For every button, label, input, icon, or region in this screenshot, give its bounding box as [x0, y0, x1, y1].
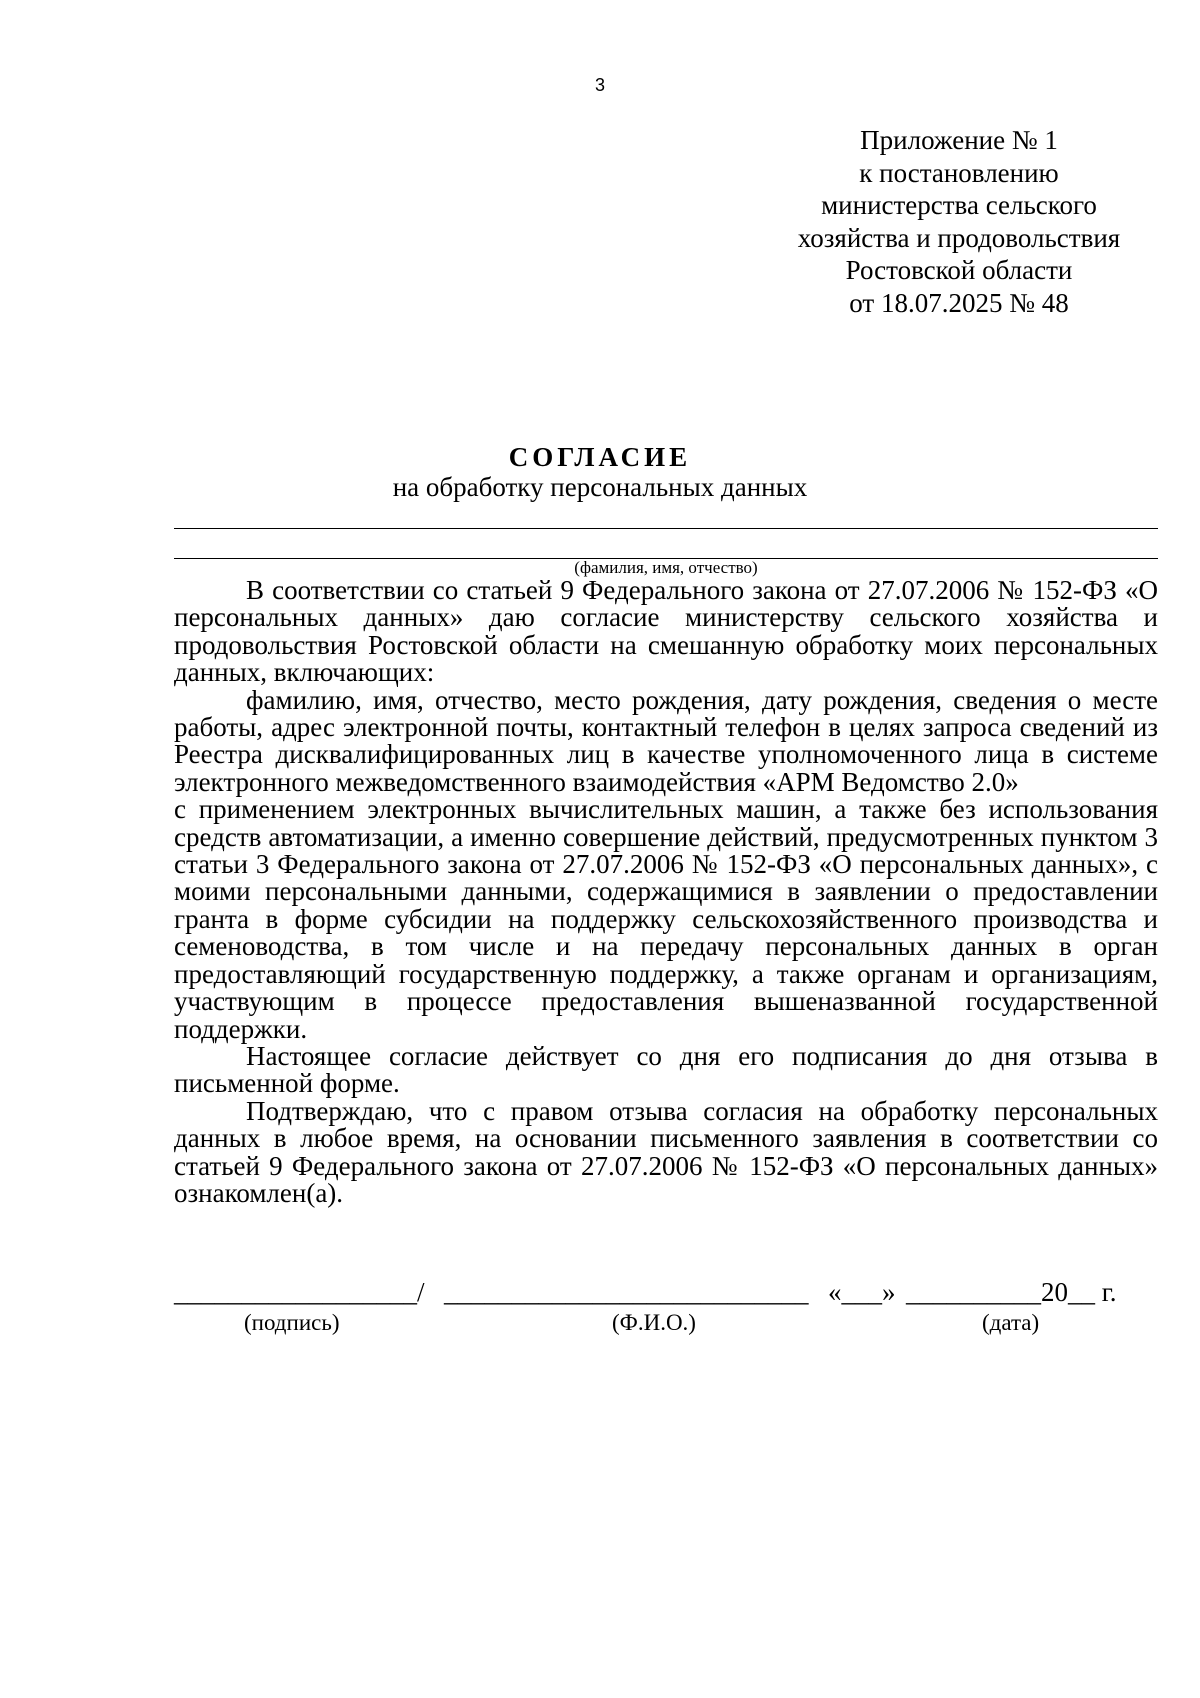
signature-line: __________________/ — [174, 1277, 425, 1307]
label-signature: (подпись) — [244, 1310, 340, 1335]
date-day-field: «___» — [828, 1277, 896, 1307]
appendix-line: Приложение № 1 — [860, 125, 1058, 155]
label-fio: (Ф.И.О.) — [612, 1310, 696, 1335]
document-title: СОГЛАСИЕ — [508, 442, 692, 472]
paragraph: Подтверждаю, что с правом отзыва согласия на обработку персональных данных в любое время, на основании письменного заявления в соответствии со статьей 9 Федерального закона от 27.07.2006 № 152-ФЗ «О персональных данных» ознакомлен(а). — [174, 1095, 1158, 1208]
appendix-line: министерства сельского — [821, 190, 1097, 220]
fio-line-1 — [174, 528, 1158, 529]
paragraph: В соответствии со статьей 9 Федерального закона от 27.07.2006 № 152-ФЗ «О персональных данных» даю согласие министерству сельского хозяйства и продовольствия Ростовской области на смешанную обработку моих персональных данных, включающих: — [174, 575, 1158, 688]
paragraph: Настоящее согласие действует со дня его подписания до дня отзыва в письменной форме. — [174, 1040, 1158, 1099]
appendix-block — [760, 124, 1158, 319]
appendix-line: от 18.07.2025 № 48 — [849, 287, 1069, 318]
document-subtitle: на обработку персональных данных — [392, 472, 808, 502]
label-date: (дата) — [982, 1310, 1040, 1335]
appendix-line: Ростовской области — [845, 255, 1073, 285]
fio-signature-line: ___________________________ — [444, 1277, 809, 1307]
paragraph: фамилию, имя, отчество, место рождения, дату рождения, сведения о месте работы, адрес электронной почты, контактный телефон в целях запроса сведений из Реестра дисквалифицированных лиц в качестве уполномоченного лица в системе электронного межведомственного взаимодействия «АРМ Ведомство 2.0» — [174, 684, 1158, 797]
date-month-year-field: __________20__ г. — [906, 1277, 1117, 1307]
body-text — [174, 577, 1158, 1207]
paragraph: с применением электронных вычислительных машин, а также без использования средств автоматизации, а именно совершение действий, предусмотренных пунктом 3 статьи 3 Федерального закона от 27.07.2006 № 152-ФЗ «О персональных данных», с моими персональными данными, содержащимися в заявлении о предоставлении гранта в форме субсидии на поддержку сельскохозяйственного производства и семеноводства, в том числе и на передачу персональных данных в орган предоставляющий государственную поддержку, а также органам и организациям, участвующим в процессе предоставления вышеназванной государственной поддержки. — [174, 794, 1158, 1044]
signature-labels — [0, 1310, 1200, 1336]
signature-row — [174, 1276, 1158, 1310]
appendix-line: к постановлению — [859, 157, 1059, 188]
page-number: 3 — [594, 75, 605, 95]
appendix-line: хозяйства и продовольствия — [797, 222, 1121, 253]
fio-caption: (фамилия, имя, отчество) — [574, 558, 758, 577]
